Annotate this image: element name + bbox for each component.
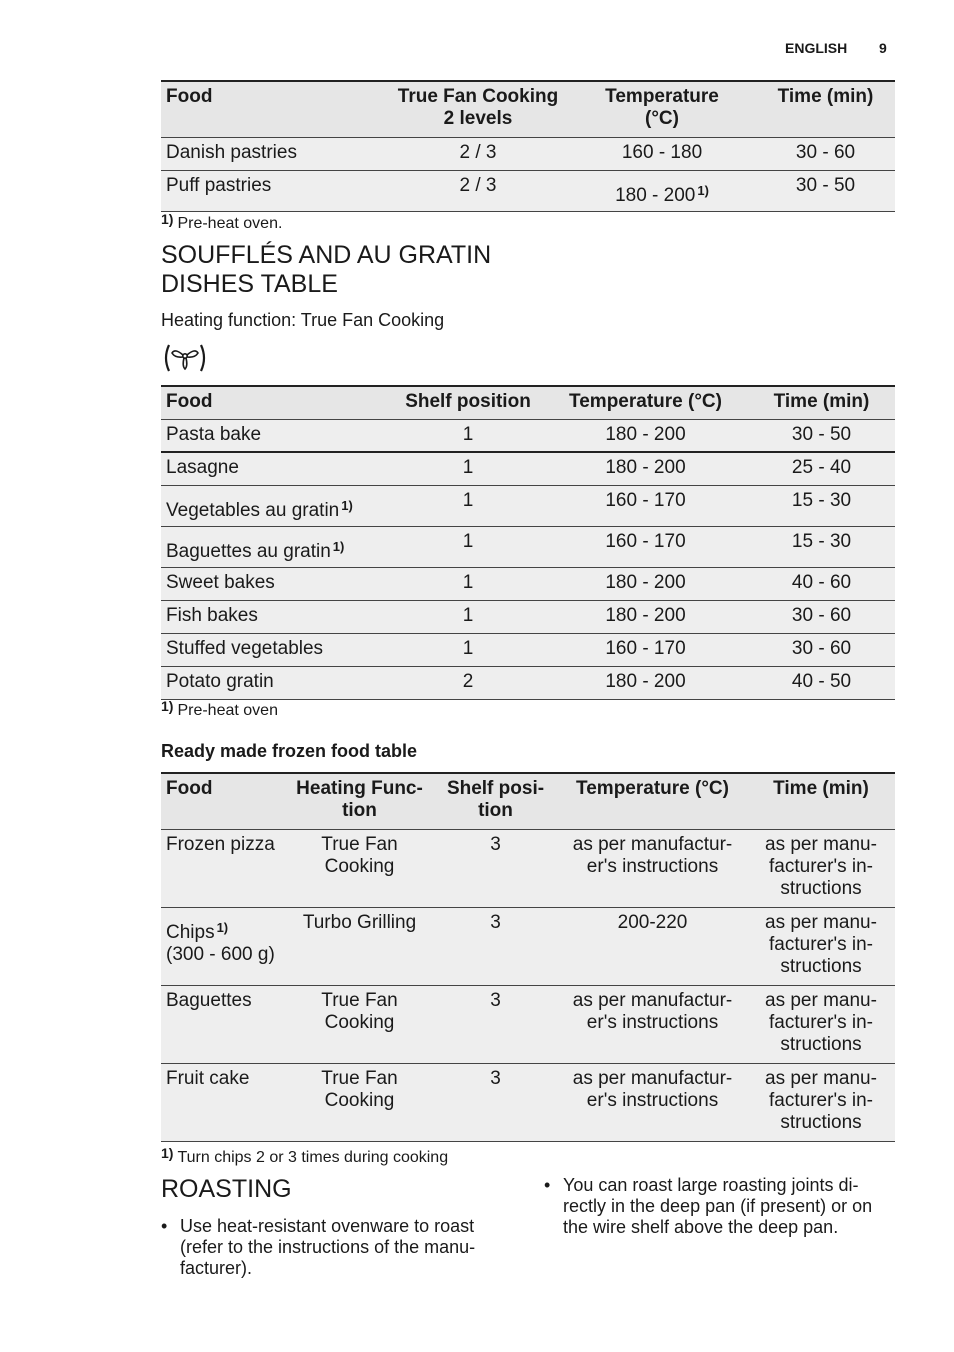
shelf-cell: 3 [490, 833, 501, 855]
heating-function-cell: True Fan Cooking [321, 1067, 398, 1111]
food-cell [161, 419, 393, 452]
time-cell: as per manu- facturer's in- structions [765, 989, 877, 1055]
heating-function-cell: True Fan Cooking [321, 833, 398, 877]
time-cell: 30 - 60 [791, 604, 852, 626]
footnote [161, 1145, 448, 1167]
shelf-cell: 3 [490, 989, 501, 1011]
level-cell: 2 / 3 [459, 141, 497, 163]
food-name: Baguettes [166, 989, 252, 1011]
table-header [568, 81, 756, 137]
table-header-line: Temperature (°C) [605, 86, 719, 129]
food-name: Fruit cake [166, 1067, 250, 1089]
food-cell [161, 567, 393, 600]
section-title [161, 241, 491, 299]
table-row [161, 907, 895, 985]
footnote-text: Pre-heat oven [177, 702, 278, 719]
footnote [161, 698, 278, 720]
true-fan-cooking-icon [163, 342, 207, 379]
temperature-cell: 160 - 170 [605, 489, 686, 511]
temperature-cell: 180 - 200 [605, 457, 686, 478]
food-cell [161, 985, 286, 1063]
temperature-value: 160 - 180 [621, 141, 703, 163]
food-cell: Danish pastries [166, 141, 297, 163]
temperature-cell: 180 - 200 [605, 423, 686, 445]
shelf-cell: 1 [462, 423, 474, 445]
table-header: Temperature (°C) [569, 391, 722, 412]
food-cell [161, 1063, 286, 1141]
shelf-cell: 1 [462, 604, 474, 626]
pastry-table [161, 80, 895, 212]
shelf-cell: 1 [462, 571, 474, 593]
heating-function-cell: True Fan Cooking [321, 989, 398, 1033]
table-header [388, 81, 568, 137]
table-row [161, 1063, 895, 1141]
footnote-mark: 1) [161, 698, 174, 714]
time-cell: 30 - 50 [791, 423, 852, 445]
bullet-mark: • [161, 1216, 168, 1236]
time-cell: 15 - 30 [791, 530, 852, 552]
footnote-ref: 1) [341, 497, 353, 513]
table-header: Shelf posi- tion [446, 778, 545, 821]
table-header: Shelf position [405, 391, 531, 412]
table-header: Temperature (°C) [576, 778, 729, 799]
temperature-cell: 160 - 170 [605, 637, 686, 659]
shelf-cell: 1 [462, 530, 474, 552]
shelf-cell: 2 [462, 670, 474, 692]
footnote [161, 211, 282, 233]
food-subtext: (300 - 600 g) [166, 943, 275, 965]
level-cell: 2 / 3 [459, 174, 497, 196]
table-row [161, 829, 895, 907]
food-name: Pasta bake [166, 423, 262, 445]
food-name: Fish bakes [166, 604, 258, 626]
temperature-cell: 180 - 200 [605, 604, 686, 626]
time-cell: as per manu- facturer's in- structions [765, 833, 877, 899]
food-name: Sweet bakes [166, 571, 275, 593]
food-cell [161, 666, 393, 699]
food-name: Chips [166, 921, 215, 943]
table-header: Time (min) [773, 778, 869, 799]
time-cell: 40 - 50 [791, 670, 852, 692]
bullet-text: You can roast large roasting joints di- rectly in the deep pan (if present) or on the wire shelf above the deep pan. [563, 1175, 873, 1237]
table-header: Food [166, 778, 213, 799]
footnote-mark: 1) [161, 1145, 174, 1161]
shelf-cell: 3 [490, 911, 501, 933]
time-cell: as per manu- facturer's in- structions [765, 911, 877, 977]
food-name: Lasagne [166, 457, 239, 478]
section-title: ROASTING [161, 1175, 292, 1203]
footnote-mark: 1) [161, 211, 174, 227]
temperature-cell [568, 137, 756, 170]
section-title-line: SOUFFLÉS AND AU GRATIN [161, 241, 492, 269]
temperature-value: 180 - 200 [615, 184, 696, 206]
heating-function-cell: Turbo Grilling [302, 911, 417, 933]
food-name: Vegetables au gratin [166, 499, 340, 521]
table-header: Food [166, 391, 213, 412]
time-cell: 15 - 30 [791, 489, 852, 511]
table-row [161, 452, 895, 485]
heating-function-text: Heating function: True Fan Cooking [161, 310, 445, 330]
frozen-table-title: Ready made frozen food table [161, 741, 418, 761]
food-name: Baguettes au gratin [166, 540, 331, 562]
table-row [161, 419, 895, 452]
section-title-line: DISHES TABLE [161, 270, 338, 298]
food-cell [161, 600, 393, 633]
shelf-cell: 1 [462, 489, 474, 511]
food-cell [161, 452, 393, 485]
food-cell [161, 829, 286, 907]
table-row [161, 985, 895, 1063]
time-cell: 40 - 60 [791, 571, 852, 593]
shelf-cell: 3 [490, 1067, 501, 1089]
table-header: Time (min) [773, 391, 870, 412]
table-row [161, 485, 895, 526]
bullet-item [161, 1216, 501, 1282]
table-row [161, 633, 895, 666]
temperature-cell: as per manufactur- er's instructions [572, 989, 733, 1033]
footnote-ref: 1) [216, 919, 229, 935]
food-cell [161, 633, 393, 666]
temperature-cell [568, 170, 756, 211]
temperature-cell: 180 - 200 [605, 670, 686, 692]
time-cell: 30 - 50 [795, 174, 856, 196]
temperature-cell: 200-220 [617, 911, 688, 933]
time-cell: as per manu- facturer's in- structions [765, 1067, 877, 1133]
table-row [161, 170, 895, 211]
bullet-text: Use heat-resistant ovenware to roast (refer to the instructions of the manu- facturer). [180, 1216, 476, 1278]
footnote-ref: 1) [332, 538, 345, 554]
food-name: Potato gratin [166, 670, 274, 692]
food-name: Frozen pizza [166, 833, 275, 855]
table-header: Heating Func- tion [296, 778, 423, 821]
souffle-table [161, 385, 895, 700]
temperature-cell: as per manufactur- er's instructions [572, 833, 733, 877]
bullet-item [544, 1175, 894, 1241]
temperature-cell: as per manufactur- er's instructions [572, 1067, 733, 1111]
bullet-mark: • [544, 1175, 551, 1195]
time-cell: 30 - 60 [795, 141, 856, 163]
footnote-text: Pre-heat oven. [177, 215, 283, 232]
table-row [161, 526, 895, 567]
food-cell [161, 485, 393, 526]
table-header-line: True Fan Cooking 2 levels [397, 86, 559, 129]
temperature-cell: 180 - 200 [605, 571, 686, 593]
table-row [161, 567, 895, 600]
table-header: Food [166, 86, 213, 107]
language-label: ENGLISH [785, 40, 848, 56]
table-row [161, 666, 895, 699]
time-cell: 30 - 60 [791, 637, 852, 659]
table-row [161, 137, 895, 170]
frozen-table [161, 772, 895, 1142]
footnote-ref: 1) [697, 182, 709, 198]
food-cell: Puff pastries [166, 174, 272, 196]
time-cell: 25 - 40 [791, 457, 852, 478]
footnote-text: Turn chips 2 or 3 times during cooking [177, 1149, 449, 1166]
shelf-cell: 1 [462, 637, 474, 659]
shelf-cell: 1 [462, 457, 474, 478]
temperature-cell: 160 - 170 [605, 530, 686, 552]
food-cell [161, 526, 393, 567]
page-number: 9 [879, 40, 887, 56]
table-row [161, 600, 895, 633]
food-name: Stuffed vegetables [166, 637, 324, 659]
food-cell [161, 907, 286, 985]
table-header: Time (min) [777, 86, 874, 107]
